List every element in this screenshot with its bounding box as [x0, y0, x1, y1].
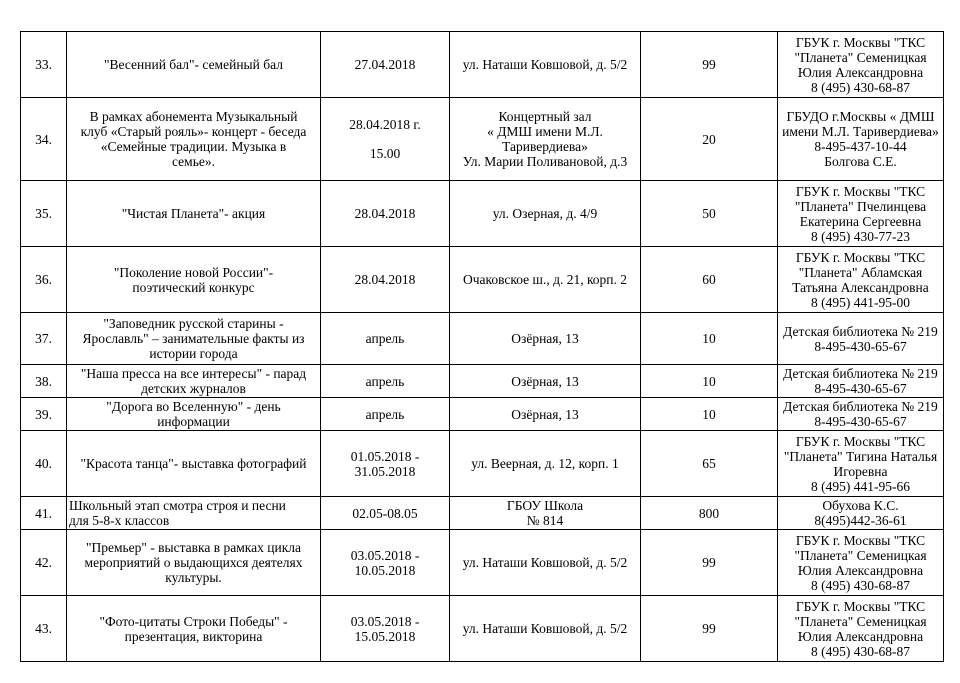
- table-row: [21, 247, 944, 313]
- organizer-line: Детская библиотека № 219: [783, 366, 938, 381]
- event-name-line: "Чистая Планета"- акция: [121, 206, 266, 221]
- organizer-line: ГБУК г. Москвы "ТКС: [795, 598, 926, 614]
- table-row: [21, 596, 944, 662]
- organizer-cell: [778, 365, 944, 398]
- event-name-cell: [67, 247, 321, 313]
- event-place-cell: [450, 32, 641, 98]
- event-date-line: 10.05.2018: [354, 562, 416, 578]
- event-name-cell: [67, 398, 321, 431]
- event-place-line: ул. Озерная, д. 4/9: [492, 206, 598, 221]
- table-row: [21, 98, 944, 181]
- event-date-cell: [321, 98, 450, 181]
- event-date-cell: [321, 431, 450, 497]
- organizer-line: 8-495-430-65-67: [814, 338, 907, 354]
- event-place-cell: [450, 398, 641, 431]
- event-name-line: "Дорога во Вселенную" - день: [106, 399, 281, 414]
- event-date-line: 28.04.2018 г.: [349, 117, 421, 132]
- event-date-line: апрель: [365, 331, 405, 346]
- event-date-cell: [321, 313, 450, 365]
- organizer-line: Детская библиотека № 219: [783, 399, 938, 414]
- event-date-line: 01.05.2018 -: [350, 448, 420, 464]
- event-place-line: ул. Наташи Ковшовой, д. 5/2: [462, 57, 628, 72]
- event-name-cell: [67, 313, 321, 365]
- event-place-line: ГБОУ Школа: [506, 498, 584, 513]
- row-number-cell: 34.: [21, 98, 67, 181]
- attendance-cell: 10: [641, 313, 778, 365]
- organizer-line: 8 (495) 441-95-66: [811, 478, 910, 494]
- event-date-line: 28.04.2018: [354, 272, 416, 287]
- event-place-line: ул. Наташи Ковшовой, д. 5/2: [462, 555, 628, 570]
- event-name-line: "Красота танца"- выставка фотографий: [80, 456, 307, 471]
- event-place-line: « ДМШ имени М.Л.: [487, 124, 603, 139]
- organizer-line: "Планета" Семеницкая: [794, 49, 927, 65]
- event-name-cell: [67, 98, 321, 181]
- row-number-cell: 41.: [21, 497, 67, 530]
- event-name-line: информации: [157, 414, 230, 429]
- event-name-cell: [67, 181, 321, 247]
- event-name-line: культуры.: [165, 570, 222, 585]
- event-place-line: Озёрная, 13: [511, 406, 579, 422]
- event-name-cell: [67, 32, 321, 98]
- event-name-line: поэтический конкурс: [132, 279, 255, 295]
- row-number-cell: 43.: [21, 596, 67, 662]
- attendance-cell: 20: [641, 98, 778, 181]
- event-name-cell: [67, 530, 321, 596]
- row-number-cell: 40.: [21, 431, 67, 497]
- event-place-line: Таривердиева»: [502, 139, 588, 154]
- event-place-line: ул. Наташи Ковшовой, д. 5/2: [462, 621, 628, 636]
- event-name-line: "Поколение новой России"-: [113, 264, 274, 280]
- events-table: [20, 31, 944, 662]
- organizer-line: Болгова С.Е.: [824, 154, 897, 169]
- organizer-line: Юлия Александровна: [797, 628, 924, 644]
- organizer-line: 8-495-430-65-67: [814, 414, 907, 429]
- event-name-line: детских журналов: [141, 381, 246, 396]
- event-date-line: апрель: [365, 406, 405, 422]
- row-number-cell: 39.: [21, 398, 67, 431]
- organizer-line: Юлия Александровна: [797, 64, 924, 80]
- event-name-cell: [67, 596, 321, 662]
- table-row: [21, 32, 944, 98]
- event-name-line: семье».: [172, 154, 215, 169]
- event-date-cell: [321, 596, 450, 662]
- attendance-cell: 99: [641, 596, 778, 662]
- organizer-line: имени М.Л. Таривердиева»: [782, 124, 939, 139]
- event-name-line: мероприятий о выдающихся деятелях: [84, 555, 303, 570]
- table-row: [21, 497, 944, 530]
- organizer-line: "Планета" Семеницкая: [794, 547, 927, 563]
- organizer-cell: [778, 313, 944, 365]
- row-number-cell: 38.: [21, 365, 67, 398]
- event-name-cell: [67, 365, 321, 398]
- attendance-cell: 60: [641, 247, 778, 313]
- event-place-line: Ул. Марии Поливановой, д.3: [462, 154, 628, 169]
- organizer-line: Татьяна Александровна: [792, 279, 929, 295]
- event-name-line: "Фото-цитаты Строки Победы" -: [99, 613, 288, 629]
- organizer-line: ГБУК г. Москвы "ТКС: [795, 532, 926, 548]
- organizer-line: 8 (495) 430-77-23: [811, 228, 910, 244]
- event-place-cell: [450, 247, 641, 313]
- event-place-cell: [450, 530, 641, 596]
- organizer-line: 8 (495) 430-68-87: [811, 643, 910, 659]
- event-place-cell: [450, 98, 641, 181]
- organizer-line: Юлия Александровна: [797, 562, 924, 578]
- organizer-line: "Планета" Семеницкая: [794, 613, 927, 629]
- organizer-cell: [778, 431, 944, 497]
- events-table-body: [21, 32, 944, 662]
- organizer-line: 8-495-430-65-67: [814, 381, 907, 396]
- event-place-cell: [450, 596, 641, 662]
- event-date-line: 02.05-08.05: [352, 505, 418, 521]
- event-place-line: Очаковское ш., д. 21, корп. 2: [462, 272, 628, 287]
- event-name-line: Ярославль" – занимательные факты из: [82, 331, 305, 346]
- row-number-cell: 33.: [21, 32, 67, 98]
- organizer-line: ГБУК г. Москвы "ТКС: [795, 249, 926, 265]
- organizer-line: 8(495)442-36-61: [814, 513, 907, 528]
- organizer-line: 8 (495) 430-68-87: [811, 577, 910, 593]
- table-row: [21, 313, 944, 365]
- organizer-cell: [778, 530, 944, 596]
- event-date-cell: [321, 365, 450, 398]
- event-place-line: № 814: [526, 513, 564, 528]
- event-name-line: для 5-8-х классов: [69, 513, 170, 528]
- organizer-cell: [778, 596, 944, 662]
- table-row: [21, 530, 944, 596]
- event-date-line: 15.05.2018: [354, 628, 416, 644]
- event-name-line: "Заповедник русской старины -: [103, 316, 284, 331]
- organizer-cell: [778, 398, 944, 431]
- attendance-cell: 10: [641, 398, 778, 431]
- organizer-line: ГБУДО г.Москвы « ДМШ: [786, 109, 935, 124]
- organizer-cell: [778, 32, 944, 98]
- table-row: [21, 181, 944, 247]
- event-date-line: 31.05.2018: [354, 463, 416, 479]
- event-place-cell: [450, 365, 641, 398]
- organizer-cell: [778, 98, 944, 181]
- event-date-cell: [321, 530, 450, 596]
- row-number-cell: 35.: [21, 181, 67, 247]
- organizer-cell: [778, 181, 944, 247]
- attendance-cell: 800: [641, 497, 778, 530]
- organizer-line: 8 (495) 441-95-00: [811, 294, 910, 310]
- row-number-cell: 36.: [21, 247, 67, 313]
- organizer-line: Игоревна: [833, 463, 888, 479]
- event-name-cell: [67, 497, 321, 530]
- organizer-line: ГБУК г. Москвы "ТКС: [795, 34, 926, 50]
- event-place-cell: [450, 181, 641, 247]
- organizer-line: ГБУК г. Москвы "ТКС: [795, 433, 926, 449]
- attendance-cell: 10: [641, 365, 778, 398]
- attendance-cell: 99: [641, 530, 778, 596]
- organizer-line: "Планета" Пчелинцева: [794, 198, 927, 214]
- event-date-cell: [321, 181, 450, 247]
- row-number-cell: 37.: [21, 313, 67, 365]
- event-date-cell: [321, 398, 450, 431]
- event-name-line: В рамках абонемента Музыкальный: [89, 109, 298, 124]
- table-row: [21, 398, 944, 431]
- event-date-cell: [321, 32, 450, 98]
- event-place-cell: [450, 431, 641, 497]
- event-date-line: апрель: [365, 373, 405, 389]
- event-name-line: Школьный этап смотра строя и песни: [69, 498, 286, 513]
- event-name-line: "Наша пресса на все интересы" - парад: [80, 366, 307, 381]
- event-place-line: Концертный зал: [498, 109, 592, 124]
- event-name-line: "Весенний бал"- семейный бал: [104, 57, 283, 72]
- event-date-line: [323, 132, 447, 146]
- event-name-line: клуб «Старый рояль»- концерт - беседа: [80, 124, 307, 139]
- table-row: [21, 431, 944, 497]
- event-place-cell: [450, 497, 641, 530]
- event-date-cell: [321, 497, 450, 530]
- event-name-line: «Семейные традиции. Музыка в: [100, 139, 287, 154]
- event-name-line: "Премьер" - выставка в рамках цикла: [85, 540, 302, 555]
- event-place-line: Озёрная, 13: [511, 373, 579, 389]
- event-date-line: 03.05.2018 -: [350, 547, 420, 563]
- event-date-line: 15.00: [369, 146, 401, 161]
- table-row: [21, 365, 944, 398]
- organizer-line: Детская библиотека № 219: [783, 323, 938, 339]
- event-name-cell: [67, 431, 321, 497]
- organizer-cell: [778, 247, 944, 313]
- organizer-line: ГБУК г. Москвы "ТКС: [795, 183, 926, 199]
- event-date-cell: [321, 247, 450, 313]
- event-date-line: 03.05.2018 -: [350, 613, 420, 629]
- event-name-line: истории города: [149, 346, 238, 361]
- event-place-cell: [450, 313, 641, 365]
- organizer-line: Обухова К.С.: [822, 498, 899, 513]
- organizer-cell: [778, 497, 944, 530]
- event-date-line: 28.04.2018: [354, 206, 416, 221]
- event-name-line: презентация, викторина: [124, 628, 263, 644]
- event-place-line: ул. Веерная, д. 12, корп. 1: [471, 456, 619, 471]
- organizer-line: "Планета" Абламская: [798, 264, 923, 280]
- attendance-cell: 99: [641, 32, 778, 98]
- organizer-line: 8-495-437-10-44: [814, 139, 907, 154]
- organizer-line: Екатерина Сергеевна: [799, 213, 922, 229]
- event-date-line: 27.04.2018: [354, 57, 416, 72]
- row-number-cell: 42.: [21, 530, 67, 596]
- organizer-line: "Планета" Тигина Наталья: [783, 448, 938, 464]
- attendance-cell: 50: [641, 181, 778, 247]
- event-place-line: Озёрная, 13: [511, 331, 579, 346]
- attendance-cell: 65: [641, 431, 778, 497]
- organizer-line: 8 (495) 430-68-87: [811, 79, 910, 95]
